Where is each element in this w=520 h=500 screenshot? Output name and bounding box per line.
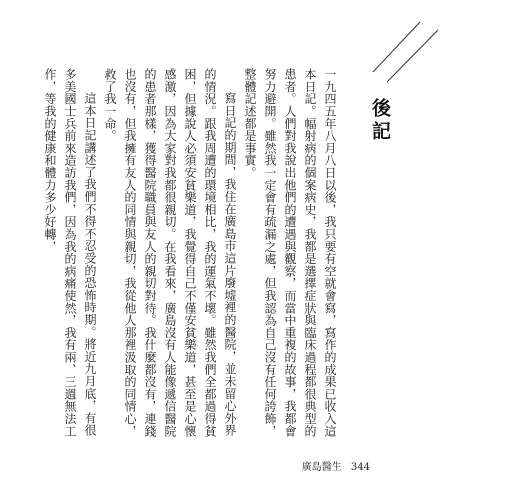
paragraph-2: 寫日記的期間，我住在廣島市這片廢墟裡的醫院，並未留心外界的情況。跟我周遭的環境相比，我的運氣不壞。雖然我們全都過得貧困，但據說人必須安貧樂道，我覺得自己不僅安貧樂道，甚至是心懷感激，因為大家對我都很親切。在我看來，廣島沒有人能像遞信醫院的患者那樣，獲得醫院職員與友人的親切對待。我什麼都沒有，連錢也沒有，但我擁有友人的同情與親切，我從他人那裡汲取的同情心，救了我一命。	[103, 68, 237, 437]
paragraph-1: 一九四五年八月八日以後，我只要有空就會寫，寫作的成果已收入這本日記。幅射病的個案病史，我都是選擇症狀與臨床過程都很典型的患者。人們對我說出他們的遭遇與觀察，而當中重複的故事，我都會努力避開。雖然我一定會有疏漏之處，但我認為自己沒有任何誇飾，整體記述都是事實。	[243, 68, 337, 437]
footer-book-title: 廣島醫生	[301, 462, 342, 473]
body-text	[43, 68, 340, 438]
paragraph-3: 這本日記講述了我們不得不忍受的恐怖時期。將近九月底，有很多美國士兵前來造訪我們，因為我的病痛使然，我有兩、三週無法工作，等我的健康和體力多少好轉，	[43, 68, 97, 437]
page-number: 344	[350, 462, 370, 473]
chapter-title: 後記	[369, 98, 391, 144]
page-footer	[302, 458, 370, 473]
